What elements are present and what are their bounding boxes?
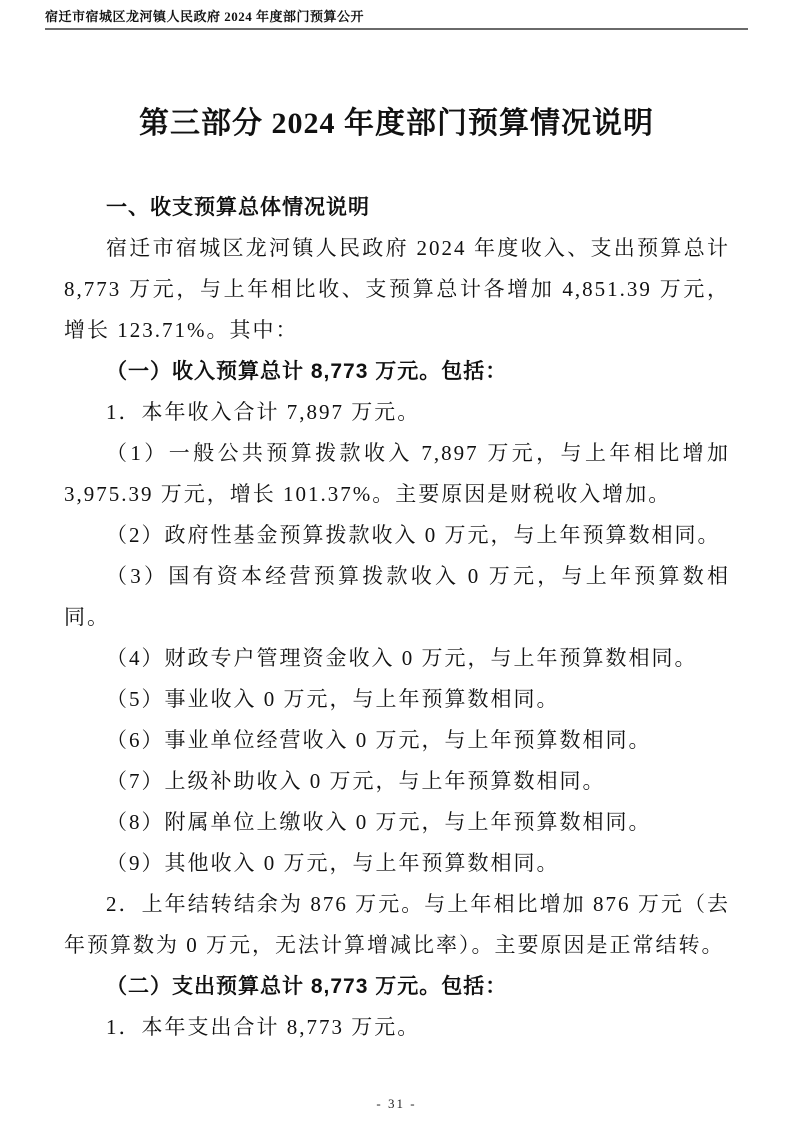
- body-paragraph: （2）政府性基金预算拨款收入 0 万元，与上年预算数相同。: [106, 523, 721, 547]
- body-paragraph: （3）国有资本经营预算拨款收入 0 万元，与上年预算数相同。: [64, 564, 730, 629]
- body-paragraph: （7）上级补助收入 0 万元，与上年预算数相同。: [106, 769, 606, 793]
- body-paragraph: （5）事业收入 0 万元，与上年预算数相同。: [106, 687, 560, 711]
- body-paragraph: （8）附属单位上缴收入 0 万元，与上年预算数相同。: [106, 810, 652, 834]
- document-body: [64, 187, 730, 1048]
- page-header: [45, 8, 748, 30]
- section-heading: 一、收支预算总体情况说明: [106, 196, 370, 219]
- page-number: - 31 -: [376, 1096, 417, 1111]
- body-paragraph: （1）一般公共预算拨款收入 7,897 万元，与上年相比增加 3,975.39 万元，增长 101.37%。主要原因是财税收入增加。: [64, 441, 730, 506]
- document-title: 第三部分 2024 年度部门预算情况说明: [139, 107, 654, 140]
- subsection-heading: （一）收入预算总计 8,773 万元。包括：: [106, 360, 508, 383]
- body-paragraph: （4）财政专户管理资金收入 0 万元，与上年预算数相同。: [106, 646, 698, 670]
- body-paragraph: 2．上年结转结余为 876 万元。与上年相比增加 876 万元（去年预算数为 0 万元，无法计算增减比率）。主要原因是正常结转。: [64, 892, 730, 957]
- page-header-title: 宿迁市宿城区龙河镇人民政府 2024 年度部门预算公开: [45, 9, 365, 24]
- body-paragraph: （6）事业单位经营收入 0 万元，与上年预算数相同。: [106, 728, 652, 752]
- body-paragraph: 宿迁市宿城区龙河镇人民政府 2024 年度收入、支出预算总计 8,773 万元，与上年相比收、支预算总计各增加 4,851.39 万元，增长 123.71%。其中：: [64, 236, 730, 342]
- body-paragraph: 1．本年支出合计 8,773 万元。: [106, 1015, 421, 1039]
- subsection-heading: （二）支出预算总计 8,773 万元。包括：: [106, 975, 508, 998]
- body-paragraph: 1．本年收入合计 7,897 万元。: [106, 400, 421, 424]
- body-paragraph: （9）其他收入 0 万元，与上年预算数相同。: [106, 851, 560, 875]
